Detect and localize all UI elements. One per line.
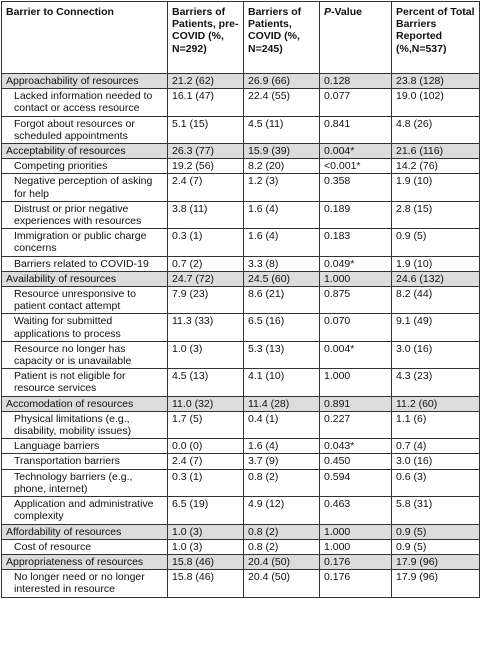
pre-covid-cell: 11.3 (33) <box>168 314 244 341</box>
barrier-cell: Acceptability of resources <box>2 144 168 159</box>
covid-cell: 1.2 (3) <box>244 174 320 201</box>
p-value-cell: 1.000 <box>320 369 392 396</box>
pre-covid-cell: 0.7 (2) <box>168 256 244 271</box>
covid-cell: 1.6 (4) <box>244 201 320 228</box>
pre-covid-cell: 24.7 (72) <box>168 271 244 286</box>
table-row <box>2 314 480 341</box>
pre-covid-cell: 5.1 (15) <box>168 116 244 143</box>
header-covid: Barriers of Patients, COVID (%, N=245) <box>244 2 320 74</box>
pre-covid-cell: 2.4 (7) <box>168 454 244 469</box>
barrier-cell: Cost of resource <box>2 539 168 554</box>
total-cell: 4.3 (23) <box>392 369 480 396</box>
barrier-cell: Lacked information needed to contact or access resource <box>2 89 168 116</box>
table-row <box>2 201 480 228</box>
p-value-cell: 0.594 <box>320 469 392 496</box>
total-cell: 23.8 (128) <box>392 74 480 89</box>
barrier-cell: Negative perception of asking for help <box>2 174 168 201</box>
p-value-cell: 0.004* <box>320 144 392 159</box>
total-cell: 21.6 (116) <box>392 144 480 159</box>
barrier-cell: Appropriateness of resources <box>2 554 168 569</box>
p-value-cell: 0.128 <box>320 74 392 89</box>
barrier-cell: No longer need or no longer interested in resource <box>2 570 168 597</box>
pre-covid-cell: 15.8 (46) <box>168 554 244 569</box>
p-value-cell: 1.000 <box>320 271 392 286</box>
covid-cell: 20.4 (50) <box>244 554 320 569</box>
pre-covid-cell: 1.0 (3) <box>168 524 244 539</box>
covid-cell: 4.5 (11) <box>244 116 320 143</box>
pre-covid-cell: 3.8 (11) <box>168 201 244 228</box>
covid-cell: 0.8 (2) <box>244 524 320 539</box>
p-value-cell: 0.043* <box>320 439 392 454</box>
p-value-cell: 0.450 <box>320 454 392 469</box>
covid-cell: 5.3 (13) <box>244 341 320 368</box>
table-row <box>2 469 480 496</box>
total-cell: 0.6 (3) <box>392 469 480 496</box>
p-value-cell: 0.227 <box>320 411 392 438</box>
total-cell: 1.9 (10) <box>392 256 480 271</box>
covid-cell: 0.8 (2) <box>244 469 320 496</box>
total-cell: 14.2 (76) <box>392 159 480 174</box>
covid-cell: 6.5 (16) <box>244 314 320 341</box>
total-cell: 3.0 (16) <box>392 341 480 368</box>
pre-covid-cell: 0.0 (0) <box>168 439 244 454</box>
covid-cell: 1.6 (4) <box>244 229 320 256</box>
total-cell: 9.1 (49) <box>392 314 480 341</box>
pre-covid-cell: 0.3 (1) <box>168 469 244 496</box>
covid-cell: 8.6 (21) <box>244 287 320 314</box>
category-row <box>2 396 480 411</box>
pre-covid-cell: 7.9 (23) <box>168 287 244 314</box>
total-cell: 19.0 (102) <box>392 89 480 116</box>
barrier-cell: Technology barriers (e.g., phone, internet) <box>2 469 168 496</box>
covid-cell: 26.9 (66) <box>244 74 320 89</box>
p-value-cell: 0.183 <box>320 229 392 256</box>
table-row <box>2 159 480 174</box>
pre-covid-cell: 0.3 (1) <box>168 229 244 256</box>
barrier-cell: Patient is not eligible for resource services <box>2 369 168 396</box>
header-row <box>2 2 480 74</box>
pre-covid-cell: 15.8 (46) <box>168 570 244 597</box>
p-value-cell: 0.070 <box>320 314 392 341</box>
p-value-cell: 0.358 <box>320 174 392 201</box>
barrier-cell: Resource unresponsive to patient contact attempt <box>2 287 168 314</box>
total-cell: 11.2 (60) <box>392 396 480 411</box>
table-row <box>2 497 480 524</box>
barrier-cell: Distrust or prior negative experiences with resources <box>2 201 168 228</box>
p-value-cell: 0.891 <box>320 396 392 411</box>
covid-cell: 3.7 (9) <box>244 454 320 469</box>
table-row <box>2 439 480 454</box>
covid-cell: 3.3 (8) <box>244 256 320 271</box>
covid-cell: 0.4 (1) <box>244 411 320 438</box>
total-cell: 0.9 (5) <box>392 524 480 539</box>
category-row <box>2 271 480 286</box>
barrier-cell: Application and administrative complexity <box>2 497 168 524</box>
p-value-cell: <0.001* <box>320 159 392 174</box>
total-cell: 3.0 (16) <box>392 454 480 469</box>
category-row <box>2 144 480 159</box>
covid-cell: 8.2 (20) <box>244 159 320 174</box>
p-value-cell: 0.189 <box>320 201 392 228</box>
total-cell: 0.9 (5) <box>392 539 480 554</box>
total-cell: 0.9 (5) <box>392 229 480 256</box>
category-row <box>2 554 480 569</box>
barrier-cell: Language barriers <box>2 439 168 454</box>
table-row <box>2 411 480 438</box>
barrier-cell: Availability of resources <box>2 271 168 286</box>
p-value-cell: 0.875 <box>320 287 392 314</box>
barrier-cell: Approachability of resources <box>2 74 168 89</box>
table-row <box>2 174 480 201</box>
p-value-cell: 0.049* <box>320 256 392 271</box>
covid-cell: 22.4 (55) <box>244 89 320 116</box>
total-cell: 0.7 (4) <box>392 439 480 454</box>
table-row <box>2 369 480 396</box>
barrier-cell: Competing priorities <box>2 159 168 174</box>
pre-covid-cell: 6.5 (19) <box>168 497 244 524</box>
header-pre-covid: Barriers of Patients, pre-COVID (%, N=292) <box>168 2 244 74</box>
barriers-table <box>1 1 480 598</box>
table-body <box>2 74 480 598</box>
covid-cell: 0.8 (2) <box>244 539 320 554</box>
barrier-cell: Resource no longer has capacity or is unavailable <box>2 341 168 368</box>
category-row <box>2 74 480 89</box>
p-value-cell: 0.463 <box>320 497 392 524</box>
p-value-cell: 1.000 <box>320 539 392 554</box>
p-value-cell: 0.004* <box>320 341 392 368</box>
total-cell: 17.9 (96) <box>392 570 480 597</box>
table-row <box>2 116 480 143</box>
pre-covid-cell: 21.2 (62) <box>168 74 244 89</box>
table-row <box>2 287 480 314</box>
pre-covid-cell: 11.0 (32) <box>168 396 244 411</box>
header-p-italic: P <box>324 6 332 18</box>
p-value-cell: 0.176 <box>320 570 392 597</box>
table-row <box>2 229 480 256</box>
barrier-cell: Affordability of resources <box>2 524 168 539</box>
table-row <box>2 89 480 116</box>
pre-covid-cell: 1.7 (5) <box>168 411 244 438</box>
total-cell: 1.1 (6) <box>392 411 480 438</box>
pre-covid-cell: 19.2 (56) <box>168 159 244 174</box>
total-cell: 4.8 (26) <box>392 116 480 143</box>
p-value-cell: 0.077 <box>320 89 392 116</box>
table-row <box>2 454 480 469</box>
pre-covid-cell: 4.5 (13) <box>168 369 244 396</box>
covid-cell: 15.9 (39) <box>244 144 320 159</box>
total-cell: 2.8 (15) <box>392 201 480 228</box>
total-cell: 24.6 (132) <box>392 271 480 286</box>
barrier-cell: Forgot about resources or scheduled appointments <box>2 116 168 143</box>
p-value-cell: 0.841 <box>320 116 392 143</box>
header-barrier: Barrier to Connection <box>2 2 168 74</box>
barrier-cell: Waiting for submitted applications to process <box>2 314 168 341</box>
total-cell: 5.8 (31) <box>392 497 480 524</box>
p-value-cell: 0.176 <box>320 554 392 569</box>
barrier-cell: Accomodation of resources <box>2 396 168 411</box>
barrier-cell: Physical limitations (e.g., disability, mobility issues) <box>2 411 168 438</box>
barrier-cell: Immigration or public charge concerns <box>2 229 168 256</box>
pre-covid-cell: 1.0 (3) <box>168 539 244 554</box>
pre-covid-cell: 16.1 (47) <box>168 89 244 116</box>
pre-covid-cell: 26.3 (77) <box>168 144 244 159</box>
covid-cell: 24.5 (60) <box>244 271 320 286</box>
table-row <box>2 256 480 271</box>
barrier-cell: Transportation barriers <box>2 454 168 469</box>
covid-cell: 1.6 (4) <box>244 439 320 454</box>
covid-cell: 4.9 (12) <box>244 497 320 524</box>
p-value-cell: 1.000 <box>320 524 392 539</box>
header-p-suffix: -Value <box>331 6 362 18</box>
covid-cell: 11.4 (28) <box>244 396 320 411</box>
pre-covid-cell: 2.4 (7) <box>168 174 244 201</box>
header-total: Percent of Total Barriers Reported (%,N=537) <box>392 2 480 74</box>
total-cell: 17.9 (96) <box>392 554 480 569</box>
covid-cell: 20.4 (50) <box>244 570 320 597</box>
total-cell: 8.2 (44) <box>392 287 480 314</box>
pre-covid-cell: 1.0 (3) <box>168 341 244 368</box>
total-cell: 1.9 (10) <box>392 174 480 201</box>
category-row <box>2 524 480 539</box>
table-row <box>2 341 480 368</box>
table-row <box>2 570 480 597</box>
table-row <box>2 539 480 554</box>
barrier-cell: Barriers related to COVID-19 <box>2 256 168 271</box>
covid-cell: 4.1 (10) <box>244 369 320 396</box>
header-p-value <box>320 2 392 74</box>
